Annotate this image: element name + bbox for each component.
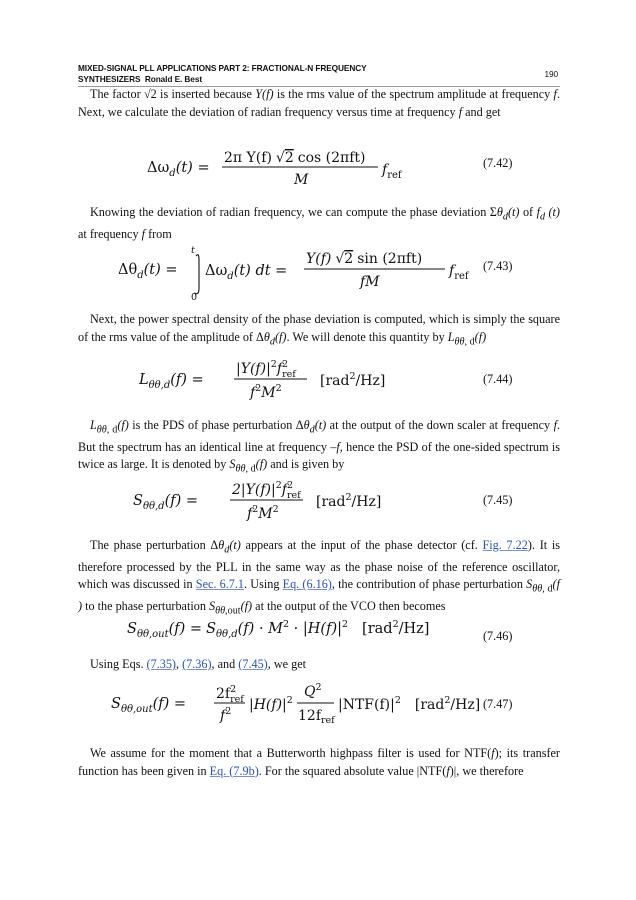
p3-text-b: θ — [263, 329, 270, 344]
p5-text-n: S — [208, 599, 216, 614]
equation-7-46-math — [0, 612, 636, 652]
svg-text:f2: $f^2$ — [220, 706, 232, 724]
svg-text:0: 0 — [191, 292, 198, 303]
svg-text:Sθθ,out(f) =: $S_{\theta\theta,out}(f)$ = — [111, 696, 187, 715]
p2-text-c: d — [502, 211, 508, 223]
p5-text-g: . Using — [244, 577, 283, 592]
p5-text-m: to the phase perturbation — [82, 599, 209, 614]
p7-text-d: . For the squared absolute value |NTF( — [258, 763, 447, 778]
svg-text:Sθθ,d(f) =: $S_{\theta\theta,d}(f)$ = — [133, 493, 199, 512]
page-number: 190 — [544, 69, 558, 79]
p5-text-q: (f) — [240, 599, 253, 614]
svg-text:12fref: $12f_{ref}$ — [298, 708, 335, 726]
svg-text:Lθθ,d(f) =: $L_{\theta\theta,d}(f)$ = — [139, 372, 204, 391]
p4-text-f: θ — [303, 418, 310, 432]
p4-text-r: and is given by — [267, 457, 345, 472]
paragraph-6 — [78, 656, 560, 674]
header-title-end: SYNTHESIZERS — [78, 73, 141, 84]
p4-text-n: S — [229, 457, 236, 472]
p4-text-l: f — [336, 439, 340, 454]
p2-text-f: f — [536, 205, 540, 219]
p6-text-a: Using Eqs. — [90, 657, 147, 671]
p1-text-a: The factor √2 is inserted because — [90, 87, 256, 101]
equation-7-42 — [0, 140, 636, 210]
equation-number-7-46: (7.46) — [483, 629, 513, 643]
p4-text-p: , d — [245, 463, 256, 475]
header-title-line1: MIXED-SIGNAL PLL APPLICATIONS PART 2: FRACTIONAL-N FREQUENCY — [78, 63, 367, 73]
equation-number-7-44: (7.44) — [483, 372, 513, 386]
p4-text-j: f — [553, 418, 557, 432]
p2-text-g: d — [539, 211, 546, 223]
svg-text:2π Y(f)√2cos (2πft): 2π Y(f) √2 cos (2πft) — [224, 150, 366, 166]
p7-text-e: f — [446, 763, 450, 778]
p7-text-b: f — [491, 746, 495, 760]
svg-text:Δωd(t) =: $\Delta\omega_d(t)$ = — [147, 160, 210, 179]
paragraph-3 — [78, 311, 560, 350]
p1-text-b: Y(f) — [255, 87, 274, 101]
link-eq-7-36[interactable]: (7.36) — [182, 657, 212, 671]
p5-text-k: , d — [542, 583, 553, 595]
p4-text-g: d — [309, 424, 315, 436]
p4-text-c: , d — [106, 424, 118, 436]
p4-text-d: (f) — [117, 418, 129, 432]
p3-text-h: , d — [464, 335, 475, 347]
p3-text-g: θθ — [454, 335, 465, 347]
p2-text-h: (t) — [545, 205, 560, 219]
p5-text-i: S — [526, 577, 533, 592]
svg-text:|H(f)|2: $|H(f)|^2$ — [249, 695, 293, 713]
header-title-line2 — [78, 74, 560, 85]
p2-text-d: (t) — [507, 205, 520, 219]
paragraph-2 — [78, 204, 560, 243]
p6-text-b: , — [176, 657, 183, 671]
p3-text-c: d — [269, 335, 275, 347]
svg-text:2|Y(f)|2f2ref: $2|Y(f)|^2f^2$ ref — [232, 480, 301, 501]
p5-text-a: The phase perturbation Δ — [90, 538, 219, 552]
p5-text-j: θθ — [532, 583, 543, 595]
p2-text-e: of — [519, 205, 537, 219]
p3-text-f: L — [447, 329, 455, 344]
svg-text:Sθθ,out(f) =Sθθ,d(f) · M2 · |H: $S_{\theta\theta,out}(f) = S_{\theta\theta,d}(f) \cdot M^2 \cdot |H(f)|^2$ [rad$^2$/Hz] — [127, 619, 430, 640]
svg-text:Y(f)√2sin (2πft): Y(f) √2 sin (2πft) — [306, 251, 423, 267]
p5-text-l: (f ) — [78, 577, 560, 614]
paragraph-1 — [78, 86, 560, 121]
p4-text-b: θθ — [96, 424, 107, 436]
p2-text-a: Knowing the deviation of radian frequency, we can compute the phase deviation Σ — [90, 205, 497, 219]
svg-text:Δθd(t) =: $\Delta\theta_d(t)$ = — [118, 262, 178, 281]
p5-text-p: out — [227, 605, 241, 617]
link-fig-7-22[interactable]: Fig. 7.22 — [482, 538, 528, 552]
p4-text-i: at the output of the down scaler at frequency — [326, 418, 554, 432]
link-sec-6-7-1[interactable]: Sec. 6.7.1 — [195, 577, 245, 592]
p4-text-e: is the PDS of phase perturbation Δ — [128, 418, 304, 432]
svg-text:fref: $f_{ref}$ — [382, 162, 402, 181]
p4-text-m: , hence the PSD of the one-sided spectrum is twice as large. It is denoted by — [78, 439, 561, 472]
header-author: Ronald E. Best — [144, 73, 202, 84]
p3-text-i: (f) — [474, 329, 487, 344]
p4-text-k: . But the spectrum has an identical line at frequency – — [78, 418, 561, 454]
p5-text-c: d — [224, 544, 230, 556]
svg-text:fM: fM — [360, 274, 380, 290]
p7-text-a: We assume for the moment that a Butterworth highpass filter is used for NTF( — [90, 746, 492, 760]
equation-7-44 — [0, 352, 636, 422]
equation-number-7-45: (7.45) — [483, 493, 513, 507]
equation-number-7-42: (7.42) — [483, 156, 513, 170]
svg-text:M: M — [294, 172, 309, 188]
p5-text-o: θθ, — [215, 605, 228, 617]
svg-text:t: t — [191, 245, 195, 256]
p1-text-g: and get — [462, 104, 501, 119]
paragraph-5 — [78, 537, 560, 620]
p1-text-f: f — [458, 104, 463, 119]
svg-text:f2M2: $f^2M^2$ — [247, 504, 279, 522]
svg-text:[rad2/Hz]: [rad$^2$/Hz] — [320, 371, 386, 389]
p2-text-b: θ — [496, 205, 503, 219]
svg-text:2f2ref: $2f^2$ ref — [216, 684, 244, 705]
p3-text-e: . We will denote this quantity by — [286, 329, 448, 344]
svg-text:|Y(f)|2f2ref: $|Y(f)|^2f^2$ ref — [236, 359, 296, 380]
p5-text-f: ). It is therefore processed by the PLL in the same way as the phase noise of the reference oscillator, which was discussed in — [78, 538, 560, 592]
p6-text-d: , we get — [267, 657, 306, 671]
equation-number-7-47: (7.47) — [483, 697, 513, 711]
equation-7-43-math — [0, 242, 636, 306]
p3-text-a: Next, the power spectral density of the phase deviation is computed, which is simply the square of the rms value of the amplitude of Δ — [78, 312, 560, 344]
p1-text-c: is the rms value of the spectrum amplitude at frequency — [273, 87, 554, 101]
p4-text-q: (f) — [255, 457, 268, 472]
p5-text-e: appears at the input of the phase detector (cf. — [240, 538, 483, 552]
equation-number-7-43: (7.43) — [483, 259, 513, 273]
p7-text-f: )|, we therefore — [449, 763, 524, 778]
svg-text:f2M2: $f^2M^2$ — [250, 383, 282, 401]
running-header — [78, 63, 560, 84]
p1-text-d: f — [553, 87, 557, 101]
paragraph-7 — [78, 745, 560, 780]
equation-7-42-math — [0, 140, 636, 200]
link-eq-7-9b[interactable]: Eq. (7.9b) — [209, 763, 259, 778]
svg-text:|NTF(f)|2[rad2/Hz]: $|NTF(f)|^2$ [rad$^2$/Hz] — [338, 695, 481, 713]
p4-text-h: (t) — [314, 418, 327, 432]
p2-text-j: f — [141, 226, 146, 241]
p5-text-h: , the contribution of phase perturbation — [331, 577, 527, 592]
equation-7-44-math — [0, 352, 636, 412]
p5-text-d: (t) — [229, 538, 241, 552]
p5-text-r: at the output of the VCO then becomes — [252, 599, 446, 614]
link-eq-7-45[interactable]: (7.45) — [238, 657, 268, 671]
svg-text:Δωd(t) dt =: $\Delta\omega_d(t)$ dt = — [205, 263, 288, 282]
p7-text-c: ); its transfer function has been given in — [78, 746, 560, 778]
svg-text:[rad2/Hz]: [rad$^2$/Hz] — [316, 492, 382, 510]
p1-text-e: . Next, we calculate the deviation of radian frequency versus time at frequency — [78, 87, 560, 119]
equation-7-45 — [0, 470, 636, 540]
equation-7-45-math — [0, 470, 636, 530]
p2-text-k: from — [145, 226, 172, 241]
p4-text-o: θθ — [235, 463, 246, 475]
p3-text-d: (f) — [274, 329, 287, 344]
equation-7-47-math — [0, 676, 636, 736]
svg-text:fref: $f_{ref}$ — [449, 263, 469, 282]
p5-text-b: θ — [218, 538, 225, 552]
svg-text:Q2: $Q^2$ — [304, 682, 322, 700]
p2-text-i: at frequency — [78, 226, 142, 241]
link-eq-7-35[interactable]: (7.35) — [146, 657, 176, 671]
p6-text-c: , and — [211, 657, 239, 671]
p4-text-a: L — [90, 418, 97, 432]
link-eq-6-16[interactable]: Eq. (6.16) — [282, 577, 332, 592]
equation-7-47 — [0, 676, 636, 746]
equation-7-43 — [0, 242, 636, 312]
